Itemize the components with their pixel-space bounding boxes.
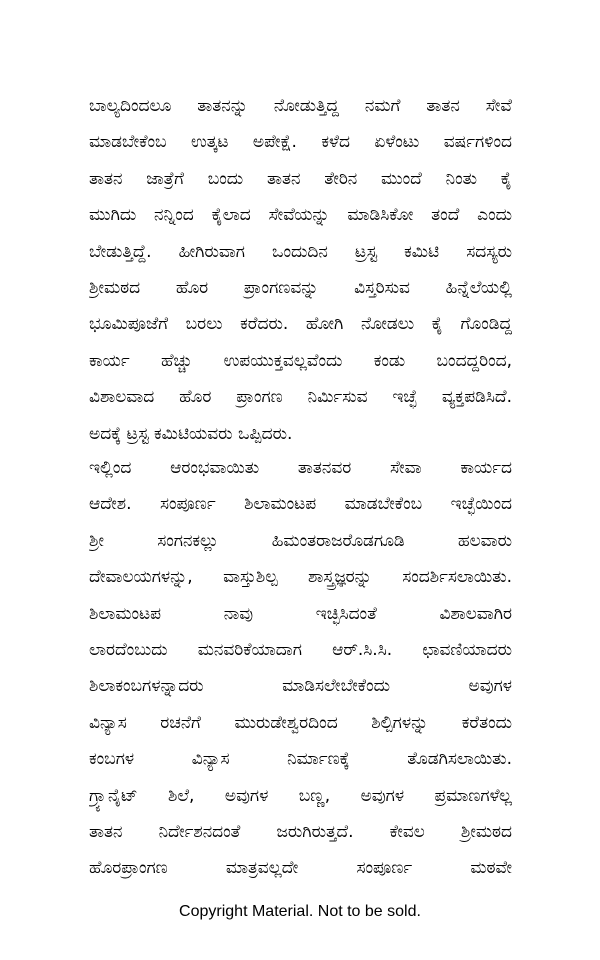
text-line: ಆದೇಶ. ಸಂಪೂರ್ಣ ಶಿಲಾಮಂಟಪ ಮಾಡಬೇಕೆಂಬ ಇಚ್ಛೆಯಿಂದ	[89, 494, 512, 515]
text-line: ಕಂಬಗಳ ವಿನ್ಯಾಸ ನಿರ್ಮಾಣಕ್ಕೆ ತೊಡಗಿಸಲಾಯಿತು.	[89, 749, 512, 770]
text-line: ವಿನ್ಯಾಸ ರಚನೆಗೆ ಮುರುಡೇಶ್ವರದಿಂದ ಶಿಲ್ಪಿಗಳನ್ನು ಕರೆತಂದು	[89, 712, 512, 733]
copyright-footer: Copyright Material. Not to be sold.	[179, 903, 421, 920]
text-line: ಮಾಡಬೇಕೆಂಬ ಉತ್ಕಟ ಅಪೇಕ್ಷೆ. ಕಳೆದ ಏಳೆಂಟು ವರ್ಷಗಳಿಂದ	[89, 132, 512, 153]
paragraph-1	[89, 88, 512, 452]
text-line: ಶ್ರೀಮಠದ ಹೊರ ಪ್ರಾಂಗಣವನ್ನು ವಿಸ್ತರಿಸುವ ಹಿನ್ನೆಲೆಯಲ್ಲಿ	[89, 277, 512, 298]
text-line: ತಾತನ ಜಾತ್ರೆಗೆ ಬಂದು ತಾತನ ತೇರಿನ ಮುಂದೆ ನಿಂತು ಕೈ	[89, 168, 512, 189]
text-line: ಲಾರದೆಂಬುದು ಮನವರಿಕೆಯಾದಾಗ ಆರ್.ಸಿ.ಸಿ. ಛಾವಣಿಯಾದರು	[89, 639, 512, 660]
text-line: ಹೊರಪ್ರಾಂಗಣ ಮಾತ್ರವಲ್ಲದೇ ಸಂಪೂರ್ಣ ಮಠವೇ	[89, 858, 512, 879]
text-line: ಬಾಲ್ಯದಿಂದಲೂ ತಾತನನ್ನು ನೋಡುತ್ತಿದ್ದ ನಮಗೆ ತಾತನ ಸೇವೆ	[89, 96, 512, 116]
text-line: ಭೂಮಿಪೂಜೆಗೆ ಬರಲು ಕರೆದರು. ಹೋಗಿ ನೋಡಲು ಕೈ ಗೊಂಡಿದ್ದ	[89, 314, 512, 335]
text-line: ಶಿಲಾಮಂಟಪ ನಾವು ಇಚ್ಛಿಸಿದಂತೆ ವಿಶಾಲವಾಗಿರ	[89, 603, 512, 624]
text-line: ದೇವಾಲಯಗಳನ್ನು, ವಾಸ್ತುಶಿಲ್ಪ ಶಾಸ್ತ್ರಜ್ಞರನ್ನು ಸಂದರ್ಶಿಸಲಾಯಿತು.	[89, 567, 512, 588]
text-line: ವಿಶಾಲವಾದ ಹೊರ ಪ್ರಾಂಗಣ ನಿರ್ಮಿಸುವ ಇಚ್ಛೆ ವ್ಯಕ್ತಪಡಿಸಿದೆ.	[89, 387, 512, 408]
paragraph-2	[89, 450, 512, 887]
text-line: ಬೇಡುತ್ತಿದ್ದೆ. ಹೀಗಿರುವಾಗ ಒಂದುದಿನ ಟ್ರಸ್ಟ ಕಮಿಟಿ ಸದಸ್ಯರು	[89, 241, 512, 262]
text-line: ತಾತನ ನಿರ್ದೇಶನದಂತೆ ಜರುಗಿರುತ್ತದೆ. ಕೇವಲ ಶ್ರೀಮಠದ	[89, 821, 512, 842]
text-line: ಕಾರ್ಯ ಹೆಚ್ಚು ಉಪಯುಕ್ತವಲ್ಲವೆಂದು ಕಂಡು ಬಂದದ್ದರಿಂದ,	[89, 350, 512, 371]
text-line: ಶಿಲಾಕಂಬಗಳನ್ನಾದರು ಮಾಡಿಸಲೇಬೇಕೆಂದು ಅವುಗಳ	[89, 676, 512, 697]
text-line: ಶ್ರೀ ಸಂಗನಕಲ್ಲು ಹಿಮಂತರಾಜರೊಡಗೂಡಿ ಹಲವಾರು	[89, 530, 512, 551]
text-line: ಗ್ರ್ಯಾನೈಟ್ ಶಿಲೆ, ಅವುಗಳ ಬಣ್ಣ, ಅವುಗಳ ಪ್ರಮಾಣಗಳೆಲ್ಲ	[89, 785, 512, 806]
text-line: ಇಲ್ಲಿಂದ ಆರಂಭವಾಯಿತು ತಾತನವರ ಸೇವಾ ಕಾರ್ಯದ	[89, 458, 512, 478]
text-line: ಅದಕ್ಕೆ ಟ್ರಸ್ಟ ಕಮಿಟಿಯವರು ಒಪ್ಪಿದರು.	[89, 423, 293, 444]
text-line: ಮುಗಿದು ನನ್ನಿಂದ ಕೈಲಾದ ಸೇವೆಯನ್ನು ಮಾಡಿಸಿಕೋ ತಂದೆ ಎಂದು	[89, 205, 512, 226]
